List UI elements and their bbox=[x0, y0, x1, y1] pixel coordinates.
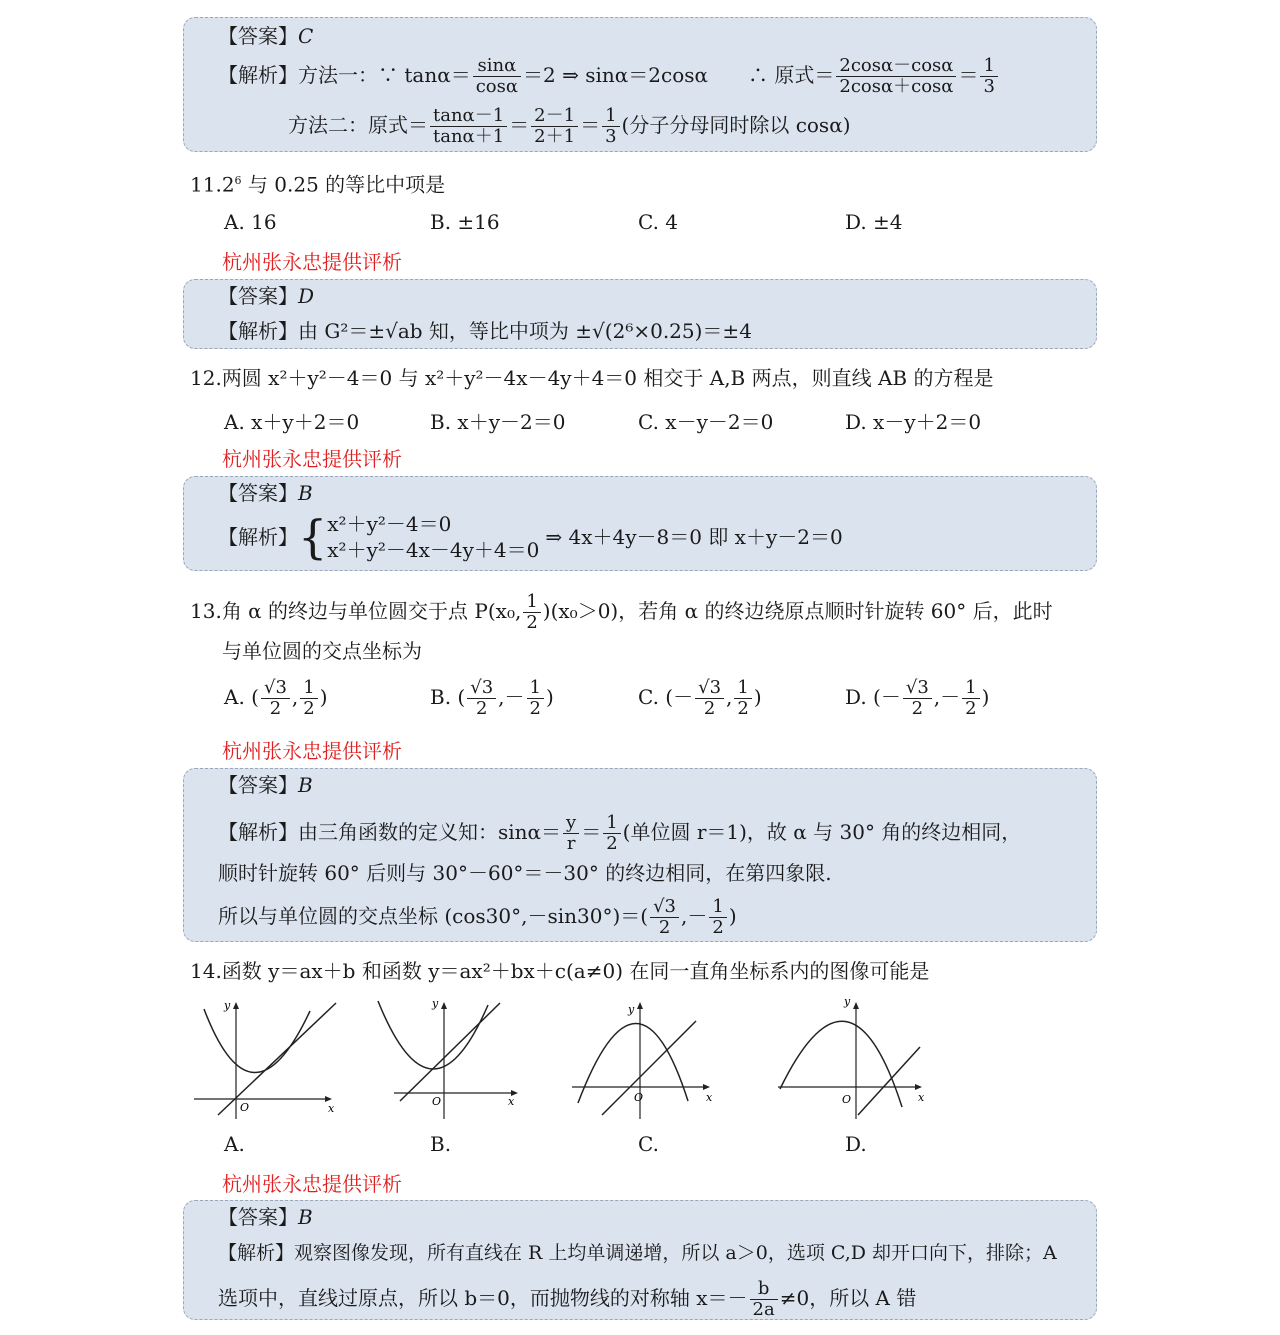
option-label: C. bbox=[638, 685, 659, 709]
y-arrow bbox=[637, 1002, 643, 1009]
fraction-numerator: 1 bbox=[603, 813, 620, 834]
q11-analysis: 【解析】由 G²＝±√ab 知，等比中项为 ±√(2⁶×0.25)＝±4 bbox=[218, 319, 752, 343]
method1-result bbox=[980, 56, 997, 97]
fraction-denominator: 2 bbox=[658, 917, 671, 938]
fraction-denominator: 2 bbox=[965, 698, 977, 719]
q13-analysis-line3 bbox=[218, 897, 737, 938]
fraction-numerator: 1 bbox=[980, 56, 997, 77]
q11-option-d[interactable]: D. ±4 bbox=[845, 210, 903, 234]
analysis-prefix: 【解析】由三角函数的定义知：sinα＝ bbox=[218, 820, 562, 844]
option-sign-1: － bbox=[673, 685, 694, 709]
line-graph bbox=[602, 1021, 696, 1115]
q12-answer-box bbox=[183, 476, 1097, 571]
option-frac-1 bbox=[903, 678, 932, 719]
fraction-numerator: 1 bbox=[300, 678, 317, 699]
q14-option-a[interactable]: A. bbox=[224, 1132, 245, 1156]
q12-answer-line bbox=[218, 479, 313, 507]
fraction-denominator: 3 bbox=[983, 76, 995, 97]
option-label: A. bbox=[224, 685, 245, 709]
q11-option-a[interactable]: A. 16 bbox=[224, 210, 277, 234]
question-number: 11. bbox=[190, 172, 222, 197]
stem-paren-close: ) bbox=[542, 599, 551, 623]
fraction-denominator: 2 bbox=[703, 698, 716, 719]
q12-option-b[interactable]: B. x＋y－2＝0 bbox=[430, 410, 566, 434]
answer-value: B bbox=[298, 773, 313, 797]
fraction-numerator: √3 bbox=[261, 678, 290, 699]
axis-y-label: y bbox=[224, 999, 231, 1012]
axis-x-label: x bbox=[918, 1091, 925, 1104]
stem-text: 函数 y＝ax＋b 和函数 y＝ax²＋bx＋c(a≠0) 在同一直角坐标系内的图像可能是 bbox=[221, 959, 930, 983]
equation-system bbox=[327, 511, 539, 563]
answer-value: C bbox=[298, 24, 314, 48]
analysis-rest: ⇒ 4x＋4y－8＝0 即 x＋y－2＝0 bbox=[545, 525, 843, 549]
fraction-denominator: 3 bbox=[605, 126, 617, 147]
answer-value: D bbox=[298, 284, 315, 308]
analysis-rest: ≠0，所以 A 错 bbox=[779, 1286, 917, 1310]
q13-option-d[interactable]: D. (－ $\frac{√3}{2}$ ,－ $\frac{1}{2}$ ) bbox=[845, 677, 990, 719]
option-frac-2 bbox=[527, 678, 544, 719]
origin-label: O bbox=[240, 1101, 250, 1114]
analysis-rest: (单位圆 r＝1)，故 α 与 30° 角的终边相同， bbox=[622, 820, 1022, 844]
q14-graph-b[interactable] bbox=[372, 995, 532, 1125]
q14-analysis-line2 bbox=[218, 1279, 916, 1320]
q10-method2-line: 方法二：原式＝ $\frac{\tan\alpha-1}{\tan\alpha+1}$ ＝ $\frac{2-1}{2+1}$ ＝ $\frac{1}{3}$ (分子分母同时除以 cosα) bbox=[288, 105, 851, 147]
axis-x-label: x bbox=[328, 1102, 335, 1115]
option-sign-1: － bbox=[880, 685, 901, 709]
axis-y-label: y bbox=[844, 995, 851, 1008]
fraction-numerator: 1 bbox=[527, 678, 544, 699]
answer-label: 【答案】 bbox=[218, 284, 298, 308]
q11-answer-line bbox=[218, 282, 314, 310]
method2-fraction1 bbox=[430, 106, 507, 147]
stem-text: 角 α 的终边与单位圆交于点 P bbox=[221, 599, 488, 623]
parabola bbox=[378, 1001, 488, 1069]
stem-base: 2 bbox=[221, 172, 235, 197]
option-frac-2 bbox=[300, 678, 317, 719]
origin-label: O bbox=[842, 1093, 852, 1106]
fraction-denominator: cosα bbox=[475, 76, 519, 97]
stem-exponent: 6 bbox=[234, 174, 242, 187]
option-frac-1 bbox=[261, 678, 290, 719]
q10-answer-box bbox=[183, 17, 1097, 152]
fraction-numerator: 1 bbox=[709, 897, 726, 918]
q13-analysis-line2: 顺时针旋转 60° 后则与 30°－60°＝－30° 的终边相同，在第四象限. bbox=[218, 861, 832, 885]
system-line-2: x²＋y²－4x－4y＋4＝0 bbox=[327, 538, 540, 562]
analysis-frac-half bbox=[709, 897, 726, 938]
answer-label: 【答案】 bbox=[218, 24, 298, 48]
fraction-denominator: r bbox=[566, 833, 576, 854]
parabola bbox=[204, 1009, 310, 1073]
q13-analysis-line1 bbox=[218, 813, 1021, 854]
y-arrow bbox=[853, 1002, 859, 1009]
q13-answer-line bbox=[218, 771, 313, 799]
fraction-numerator: 1 bbox=[602, 106, 619, 127]
system-brace: { bbox=[298, 510, 328, 564]
fraction-numerator: sinα bbox=[473, 56, 521, 77]
q12-option-a[interactable]: A. x＋y＋2＝0 bbox=[224, 410, 360, 434]
q12-provider: 杭州张永忠提供评析 bbox=[222, 447, 402, 471]
stem-text: 与 0.25 的等比中项是 bbox=[241, 172, 446, 197]
axis-x-label: x bbox=[508, 1095, 515, 1108]
q10-answer-line bbox=[218, 22, 313, 50]
fraction-denominator: 2 bbox=[269, 698, 282, 719]
q12-option-c[interactable]: C. x－y－2＝0 bbox=[638, 410, 774, 434]
equals-sign: ＝ bbox=[958, 63, 979, 87]
system-line-1: x²＋y²－4＝0 bbox=[327, 512, 452, 536]
method2-result bbox=[602, 106, 619, 147]
answer-value: B bbox=[298, 1205, 313, 1229]
axis-y-label: y bbox=[432, 997, 439, 1010]
fraction-numerator: √3 bbox=[467, 678, 496, 699]
x-arrow bbox=[915, 1084, 922, 1090]
option-frac-1 bbox=[695, 678, 724, 719]
q14-option-c[interactable]: C. bbox=[638, 1132, 659, 1156]
q12-analysis bbox=[218, 511, 843, 563]
answer-label: 【答案】 bbox=[218, 481, 298, 505]
stem-text-b: (x₀＞0)，若角 α 的终边绕原点顺时针旋转 60° 后，此时 bbox=[550, 599, 1053, 623]
q14-stem bbox=[190, 957, 929, 985]
option-frac-1 bbox=[467, 678, 496, 719]
q14-analysis-line1: 【解析】观察图像发现，所有直线在 R 上均单调递增，所以 a＞0，选项 C,D 却开口向下，排除；A bbox=[218, 1242, 1057, 1264]
method1-prefix: 【解析】方法一：∵ tanα＝ bbox=[218, 63, 471, 87]
fraction-numerator: √3 bbox=[695, 678, 724, 699]
axis-y-label: y bbox=[628, 1003, 635, 1016]
q12-option-d[interactable]: D. x－y＋2＝0 bbox=[845, 410, 982, 434]
axis-x-label: x bbox=[706, 1091, 713, 1104]
q14-graph-d[interactable] bbox=[774, 995, 934, 1125]
fraction-numerator: tanα－1 bbox=[430, 106, 507, 127]
analysis-end: ) bbox=[728, 904, 737, 928]
fraction-numerator: 1 bbox=[962, 678, 979, 699]
y-arrow bbox=[441, 1002, 447, 1009]
q13-option-a[interactable]: A. ( $\frac{√3}{2}$ , $\frac{1}{2}$ ) bbox=[224, 677, 328, 719]
equals-sign: ＝ bbox=[581, 820, 602, 844]
q11-stem bbox=[190, 167, 445, 199]
stem-half bbox=[523, 592, 540, 633]
q14-graph-c[interactable] bbox=[568, 995, 728, 1125]
fraction-numerator: 1 bbox=[734, 678, 751, 699]
analysis-frac-half bbox=[603, 813, 620, 854]
y-arrow bbox=[233, 1002, 239, 1009]
q11-option-c[interactable]: C. 4 bbox=[638, 210, 679, 234]
x-arrow bbox=[703, 1084, 710, 1090]
method2-fraction2 bbox=[531, 106, 578, 147]
q14-provider: 杭州张永忠提供评析 bbox=[222, 1172, 402, 1196]
fraction-denominator: 2a bbox=[752, 1299, 775, 1320]
analysis-frac-b-2a bbox=[750, 1279, 778, 1320]
answer-value: B bbox=[298, 481, 313, 505]
method2-note: (分子分母同时除以 cosα) bbox=[621, 113, 851, 137]
method1-fraction bbox=[473, 56, 521, 97]
line-graph bbox=[400, 1003, 500, 1101]
fraction-denominator: 2 bbox=[911, 698, 924, 719]
q14-option-b[interactable]: B. bbox=[430, 1132, 452, 1156]
fraction-numerator: y bbox=[563, 813, 579, 834]
parabola bbox=[578, 1023, 688, 1103]
q14-option-d[interactable]: D. bbox=[845, 1132, 867, 1156]
stem-paren-open: (x₀, bbox=[487, 599, 522, 623]
option-sign-2: － bbox=[504, 685, 525, 709]
fraction-denominator: 2 bbox=[712, 917, 724, 938]
option-frac-2 bbox=[962, 678, 979, 719]
analysis-frac-y-r bbox=[563, 813, 579, 854]
fraction-numerator: √3 bbox=[650, 897, 679, 918]
question-number: 14. bbox=[190, 959, 222, 983]
line-graph bbox=[858, 1047, 920, 1115]
fraction-denominator: 2cosα＋cosα bbox=[839, 76, 954, 97]
q14-answer-line bbox=[218, 1203, 313, 1231]
option-label: D. bbox=[845, 685, 867, 709]
method1-fraction2 bbox=[836, 56, 956, 97]
q10-method1-line bbox=[218, 56, 1000, 97]
q11-option-b[interactable]: B. ±16 bbox=[430, 210, 500, 234]
fraction-numerator: 2cosα－cosα bbox=[836, 56, 956, 77]
q14-graph-a[interactable] bbox=[190, 995, 350, 1125]
origin-label: O bbox=[432, 1095, 442, 1108]
option-label: B. bbox=[430, 685, 452, 709]
q11-provider: 杭州张永忠提供评析 bbox=[222, 250, 402, 274]
q13-stem-line1 bbox=[190, 592, 1053, 633]
option-sign-2: － bbox=[940, 685, 961, 709]
fraction-numerator: b bbox=[750, 1279, 778, 1300]
q11-answer-box bbox=[183, 279, 1097, 349]
fraction-denominator: 2 bbox=[606, 833, 618, 854]
analysis-label: 【解析】 bbox=[218, 525, 298, 549]
q12-stem bbox=[190, 364, 993, 392]
q13-option-b[interactable]: B. ( $\frac{√3}{2}$ ,－ $\frac{1}{2}$ ) bbox=[430, 677, 554, 719]
answer-label: 【答案】 bbox=[218, 773, 298, 797]
fraction-denominator: tanα＋1 bbox=[433, 126, 505, 147]
option-frac-2 bbox=[734, 678, 751, 719]
analysis-frac-sqrt3 bbox=[650, 897, 679, 938]
method1-mid: ＝2 ⇒ sinα＝2cosα ∴ 原式＝ bbox=[523, 63, 835, 87]
answer-label: 【答案】 bbox=[218, 1205, 298, 1229]
fraction-numerator: 1 bbox=[523, 592, 540, 613]
analysis-prefix: 选项中，直线过原点，所以 b＝0，而抛物线的对称轴 x＝－ bbox=[218, 1286, 748, 1310]
question-number: 13. bbox=[190, 599, 222, 623]
fraction-denominator: 2 bbox=[529, 698, 541, 719]
fraction-numerator: √3 bbox=[903, 678, 932, 699]
fraction-denominator: 2 bbox=[737, 698, 749, 719]
fraction-denominator: 2 bbox=[526, 612, 538, 633]
question-number: 12. bbox=[190, 366, 222, 390]
q13-stem-line2: 与单位圆的交点坐标为 bbox=[222, 639, 422, 663]
parabola bbox=[780, 1021, 902, 1107]
method2-prefix: 方法二：原式＝ bbox=[288, 113, 428, 137]
q13-answer-box bbox=[183, 768, 1097, 942]
stem-text: 两圆 x²＋y²－4＝0 与 x²＋y²－4x－4y＋4＝0 相交于 A,B 两点，则直线 AB 的方程是 bbox=[221, 366, 994, 390]
q13-provider: 杭州张永忠提供评析 bbox=[222, 739, 402, 763]
analysis-mid: ,－ bbox=[681, 904, 708, 928]
fraction-denominator: 2 bbox=[303, 698, 315, 719]
analysis-prefix: 所以与单位圆的交点坐标 (cos30°,－sin30°)＝( bbox=[218, 904, 649, 928]
fraction-denominator: 2 bbox=[475, 698, 488, 719]
fraction-denominator: 2＋1 bbox=[534, 126, 576, 147]
origin-label: O bbox=[634, 1091, 644, 1104]
fraction-numerator: 2－1 bbox=[531, 106, 578, 127]
q14-answer-box bbox=[183, 1200, 1097, 1320]
q13-option-c[interactable]: C. (－ $\frac{√3}{2}$ , $\frac{1}{2}$ ) bbox=[638, 677, 762, 719]
